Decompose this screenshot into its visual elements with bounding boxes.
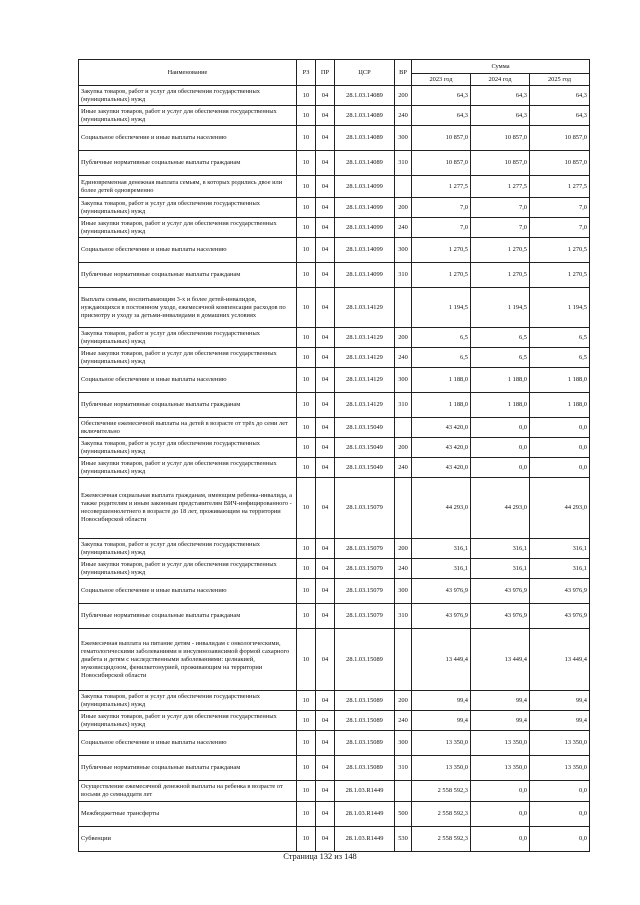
table-row	[79, 539, 590, 559]
row-pr: 04	[316, 288, 335, 328]
row-vr: 200	[395, 198, 412, 218]
row-csr: 28.1.03.R1449	[335, 802, 395, 827]
row-vr	[395, 418, 412, 438]
row-sum-2023: 99,4	[412, 691, 471, 711]
row-name: Публичные нормативные социальные выплаты гражданам	[79, 151, 297, 176]
row-sum-2025: 13 350,0	[530, 756, 590, 781]
row-vr	[395, 781, 412, 802]
header-csr: ЦСР	[335, 60, 395, 86]
row-sum-2025: 1 270,5	[530, 238, 590, 263]
table-row	[79, 604, 590, 629]
row-sum-2023: 10 857,0	[412, 151, 471, 176]
row-name: Иные закупки товаров, работ и услуг для обеспечения государственных (муниципальных) нужд	[79, 711, 297, 731]
row-csr: 28.1.03.14099	[335, 238, 395, 263]
row-sum-2024: 1 277,5	[471, 176, 530, 198]
row-rz: 10	[297, 151, 316, 176]
row-pr: 04	[316, 478, 335, 539]
row-sum-2025: 316,1	[530, 539, 590, 559]
row-name: Социальное обеспечение и иные выплаты населению	[79, 368, 297, 393]
row-rz: 10	[297, 781, 316, 802]
row-sum-2023: 13 350,0	[412, 756, 471, 781]
row-name: Единовременная денежная выплата семьям, в которых родились двое или более детей одновременно	[79, 176, 297, 198]
row-sum-2025: 0,0	[530, 438, 590, 458]
row-vr: 300	[395, 368, 412, 393]
row-sum-2025: 10 857,0	[530, 151, 590, 176]
row-pr: 04	[316, 126, 335, 151]
row-sum-2023: 10 857,0	[412, 126, 471, 151]
row-pr: 04	[316, 579, 335, 604]
row-sum-2023: 44 293,0	[412, 478, 471, 539]
row-rz: 10	[297, 438, 316, 458]
row-csr: 28.1.03.15079	[335, 559, 395, 579]
row-name: Иные закупки товаров, работ и услуг для обеспечения государственных (муниципальных) нужд	[79, 106, 297, 126]
row-sum-2023: 1 188,0	[412, 368, 471, 393]
budget-page	[78, 59, 589, 852]
row-pr: 04	[316, 328, 335, 348]
row-sum-2025: 43 976,9	[530, 579, 590, 604]
row-pr: 04	[316, 151, 335, 176]
row-rz: 10	[297, 756, 316, 781]
table-row	[79, 238, 590, 263]
row-rz: 10	[297, 604, 316, 629]
row-sum-2025: 43 976,9	[530, 604, 590, 629]
row-sum-2024: 1 194,5	[471, 288, 530, 328]
row-sum-2024: 99,4	[471, 711, 530, 731]
row-name: Обеспечение ежемесячной выплаты на детей в возрасте от трёх до семи лет включительно	[79, 418, 297, 438]
header-vr: ВР	[395, 60, 412, 86]
row-rz: 10	[297, 691, 316, 711]
table-row	[79, 781, 590, 802]
row-pr: 04	[316, 438, 335, 458]
row-csr: 28.1.03.15049	[335, 438, 395, 458]
row-name: Публичные нормативные социальные выплаты гражданам	[79, 756, 297, 781]
table-row	[79, 328, 590, 348]
row-name: Закупка товаров, работ и услуг для обеспечения государственных (муниципальных) нужд	[79, 198, 297, 218]
row-csr: 28.1.03.14089	[335, 106, 395, 126]
row-sum-2024: 43 976,9	[471, 579, 530, 604]
row-sum-2023: 43 976,9	[412, 604, 471, 629]
row-sum-2024: 1 188,0	[471, 368, 530, 393]
table-row	[79, 126, 590, 151]
row-sum-2024: 13 449,4	[471, 629, 530, 691]
table-row	[79, 731, 590, 756]
row-pr: 04	[316, 418, 335, 438]
row-name: Закупка товаров, работ и услуг для обеспечения государственных (муниципальных) нужд	[79, 539, 297, 559]
table-row	[79, 393, 590, 418]
row-vr: 300	[395, 731, 412, 756]
row-sum-2023: 64,3	[412, 86, 471, 106]
row-name: Социальное обеспечение и иные выплаты населению	[79, 579, 297, 604]
table-row	[79, 106, 590, 126]
row-name: Социальное обеспечение и иные выплаты населению	[79, 238, 297, 263]
row-csr: 28.1.03.14099	[335, 218, 395, 238]
row-sum-2025: 1 277,5	[530, 176, 590, 198]
row-vr: 500	[395, 802, 412, 827]
row-name: Закупка товаров, работ и услуг для обеспечения государственных (муниципальных) нужд	[79, 691, 297, 711]
table-row	[79, 86, 590, 106]
table-row	[79, 263, 590, 288]
row-sum-2023: 64,3	[412, 106, 471, 126]
row-vr: 240	[395, 218, 412, 238]
row-csr: 28.1.03.15089	[335, 711, 395, 731]
row-csr: 28.1.03.14129	[335, 348, 395, 368]
row-sum-2023: 43 976,9	[412, 579, 471, 604]
row-rz: 10	[297, 478, 316, 539]
row-pr: 04	[316, 86, 335, 106]
row-csr: 28.1.03.15089	[335, 629, 395, 691]
row-sum-2025: 0,0	[530, 802, 590, 827]
table-row	[79, 629, 590, 691]
row-rz: 10	[297, 827, 316, 852]
row-csr: 28.1.03.15089	[335, 731, 395, 756]
row-sum-2024: 316,1	[471, 539, 530, 559]
row-csr: 28.1.03.15089	[335, 756, 395, 781]
row-csr: 28.1.03.15079	[335, 539, 395, 559]
row-sum-2025: 7,0	[530, 198, 590, 218]
row-vr	[395, 288, 412, 328]
row-sum-2024: 0,0	[471, 418, 530, 438]
row-sum-2025: 7,0	[530, 218, 590, 238]
row-name: Ежемесячная социальная выплата гражданам, имеющим ребенка-инвалида, а также родителям и иным законным представителям ВИЧ-инфицированного - несовершеннолетнего в возрасте до 18 лет, проживающим на территории Новосибирской области	[79, 478, 297, 539]
table-row	[79, 218, 590, 238]
row-sum-2025: 44 293,0	[530, 478, 590, 539]
row-csr: 28.1.03.14089	[335, 126, 395, 151]
row-rz: 10	[297, 348, 316, 368]
row-csr: 28.1.03.15079	[335, 579, 395, 604]
header-year-2025: 2025 год	[530, 74, 590, 86]
row-name: Иные закупки товаров, работ и услуг для обеспечения государственных (муниципальных) нужд	[79, 458, 297, 478]
row-sum-2024: 10 857,0	[471, 151, 530, 176]
row-pr: 04	[316, 176, 335, 198]
row-sum-2023: 1 194,5	[412, 288, 471, 328]
row-rz: 10	[297, 539, 316, 559]
row-sum-2025: 6,5	[530, 348, 590, 368]
row-rz: 10	[297, 176, 316, 198]
row-sum-2023: 13 350,0	[412, 731, 471, 756]
row-rz: 10	[297, 86, 316, 106]
table-row	[79, 458, 590, 478]
row-csr: 28.1.03.14099	[335, 198, 395, 218]
row-vr: 300	[395, 238, 412, 263]
row-sum-2023: 6,5	[412, 348, 471, 368]
row-name: Социальное обеспечение и иные выплаты населению	[79, 731, 297, 756]
row-rz: 10	[297, 559, 316, 579]
row-csr: 28.1.03.15079	[335, 604, 395, 629]
row-csr: 28.1.03.R1449	[335, 781, 395, 802]
table-row	[79, 438, 590, 458]
table-row	[79, 827, 590, 852]
row-rz: 10	[297, 126, 316, 151]
row-csr: 28.1.03.14089	[335, 86, 395, 106]
row-rz: 10	[297, 238, 316, 263]
row-sum-2025: 316,1	[530, 559, 590, 579]
row-rz: 10	[297, 458, 316, 478]
row-sum-2024: 7,0	[471, 198, 530, 218]
row-rz: 10	[297, 418, 316, 438]
row-sum-2025: 1 194,5	[530, 288, 590, 328]
row-vr: 240	[395, 711, 412, 731]
row-csr: 28.1.03.R1449	[335, 827, 395, 852]
row-pr: 04	[316, 731, 335, 756]
row-sum-2024: 316,1	[471, 559, 530, 579]
row-pr: 04	[316, 691, 335, 711]
row-pr: 04	[316, 756, 335, 781]
row-csr: 28.1.03.15079	[335, 478, 395, 539]
row-rz: 10	[297, 106, 316, 126]
row-csr: 28.1.03.14089	[335, 151, 395, 176]
row-pr: 04	[316, 802, 335, 827]
row-sum-2025: 99,4	[530, 691, 590, 711]
row-vr: 300	[395, 579, 412, 604]
row-sum-2024: 7,0	[471, 218, 530, 238]
row-sum-2023: 1 277,5	[412, 176, 471, 198]
row-sum-2024: 0,0	[471, 802, 530, 827]
header-rz: РЗ	[297, 60, 316, 86]
row-sum-2023: 1 270,5	[412, 263, 471, 288]
row-vr	[395, 176, 412, 198]
row-sum-2024: 0,0	[471, 827, 530, 852]
row-sum-2025: 1 188,0	[530, 393, 590, 418]
row-pr: 04	[316, 781, 335, 802]
row-csr: 28.1.03.14129	[335, 288, 395, 328]
row-rz: 10	[297, 198, 316, 218]
table-body	[79, 86, 590, 852]
table-row	[79, 348, 590, 368]
row-sum-2023: 99,4	[412, 711, 471, 731]
row-sum-2023: 2 558 592,3	[412, 802, 471, 827]
row-pr: 04	[316, 238, 335, 263]
row-pr: 04	[316, 604, 335, 629]
table-row	[79, 711, 590, 731]
row-pr: 04	[316, 711, 335, 731]
row-pr: 04	[316, 539, 335, 559]
header-pr: ПР	[316, 60, 335, 86]
row-vr: 240	[395, 106, 412, 126]
row-rz: 10	[297, 579, 316, 604]
row-csr: 28.1.03.15049	[335, 418, 395, 438]
row-vr: 310	[395, 393, 412, 418]
row-csr: 28.1.03.14129	[335, 328, 395, 348]
row-vr	[395, 478, 412, 539]
row-name: Выплата семьям, воспитывающим 3-х и более детей-инвалидов, нуждающихся в постоянном уходе, ежемесячной компенсации расходов по присмотру и уходу за детьми-инвалидами в домашних условиях	[79, 288, 297, 328]
row-sum-2023: 43 420,0	[412, 458, 471, 478]
row-name: Иные закупки товаров, работ и услуг для обеспечения государственных (муниципальных) нужд	[79, 559, 297, 579]
row-sum-2024: 1 270,5	[471, 238, 530, 263]
row-name: Осуществление ежемесячной денежной выплаты на ребенка в возрасте от восьми до семнадцати лет	[79, 781, 297, 802]
row-vr: 200	[395, 328, 412, 348]
row-pr: 04	[316, 348, 335, 368]
table-row	[79, 418, 590, 438]
row-pr: 04	[316, 198, 335, 218]
row-rz: 10	[297, 328, 316, 348]
row-vr	[395, 629, 412, 691]
row-sum-2024: 10 857,0	[471, 126, 530, 151]
row-csr: 28.1.03.15089	[335, 691, 395, 711]
row-pr: 04	[316, 458, 335, 478]
row-pr: 04	[316, 827, 335, 852]
row-sum-2023: 1 188,0	[412, 393, 471, 418]
row-name: Закупка товаров, работ и услуг для обеспечения государственных (муниципальных) нужд	[79, 328, 297, 348]
row-csr: 28.1.03.14129	[335, 368, 395, 393]
table-row	[79, 802, 590, 827]
row-sum-2025: 6,5	[530, 328, 590, 348]
row-sum-2025: 0,0	[530, 458, 590, 478]
row-name: Публичные нормативные социальные выплаты гражданам	[79, 263, 297, 288]
row-sum-2024: 6,5	[471, 328, 530, 348]
page-number: Страница 132 из 148	[283, 852, 357, 861]
row-vr: 310	[395, 604, 412, 629]
table-row	[79, 691, 590, 711]
row-sum-2025: 0,0	[530, 827, 590, 852]
row-sum-2024: 64,3	[471, 106, 530, 126]
row-name: Закупка товаров, работ и услуг для обеспечения государственных (муниципальных) нужд	[79, 86, 297, 106]
row-sum-2023: 316,1	[412, 559, 471, 579]
row-sum-2024: 1 188,0	[471, 393, 530, 418]
row-rz: 10	[297, 218, 316, 238]
row-vr: 200	[395, 691, 412, 711]
row-vr: 200	[395, 539, 412, 559]
row-csr: 28.1.03.15049	[335, 458, 395, 478]
row-sum-2024: 0,0	[471, 458, 530, 478]
row-vr: 200	[395, 438, 412, 458]
row-sum-2024: 13 350,0	[471, 731, 530, 756]
row-pr: 04	[316, 106, 335, 126]
row-sum-2024: 6,5	[471, 348, 530, 368]
row-name: Субвенции	[79, 827, 297, 852]
row-rz: 10	[297, 288, 316, 328]
row-vr: 530	[395, 827, 412, 852]
row-sum-2025: 13 449,4	[530, 629, 590, 691]
row-sum-2024: 99,4	[471, 691, 530, 711]
row-vr: 310	[395, 151, 412, 176]
row-sum-2025: 99,4	[530, 711, 590, 731]
row-sum-2025: 0,0	[530, 781, 590, 802]
budget-table	[78, 59, 590, 852]
row-sum-2023: 6,5	[412, 328, 471, 348]
table-row	[79, 559, 590, 579]
row-csr: 28.1.03.14129	[335, 393, 395, 418]
row-sum-2025: 0,0	[530, 418, 590, 438]
row-name: Публичные нормативные социальные выплаты гражданам	[79, 393, 297, 418]
table-row	[79, 288, 590, 328]
row-pr: 04	[316, 368, 335, 393]
row-sum-2023: 1 270,5	[412, 238, 471, 263]
row-sum-2023: 2 558 592,3	[412, 781, 471, 802]
row-rz: 10	[297, 731, 316, 756]
table-row	[79, 368, 590, 393]
row-pr: 04	[316, 629, 335, 691]
row-sum-2024: 13 350,0	[471, 756, 530, 781]
header-year-2023: 2023 год	[412, 74, 471, 86]
row-pr: 04	[316, 393, 335, 418]
row-vr: 310	[395, 756, 412, 781]
row-sum-2023: 7,0	[412, 218, 471, 238]
row-vr: 300	[395, 126, 412, 151]
row-name: Закупка товаров, работ и услуг для обеспечения государственных (муниципальных) нужд	[79, 438, 297, 458]
table-row	[79, 579, 590, 604]
row-sum-2025: 1 270,5	[530, 263, 590, 288]
header-year-2024: 2024 год	[471, 74, 530, 86]
row-pr: 04	[316, 263, 335, 288]
row-sum-2023: 43 420,0	[412, 438, 471, 458]
table-row	[79, 176, 590, 198]
row-name: Социальное обеспечение и иные выплаты населению	[79, 126, 297, 151]
row-rz: 10	[297, 711, 316, 731]
row-pr: 04	[316, 559, 335, 579]
row-rz: 10	[297, 368, 316, 393]
row-sum-2024: 64,3	[471, 86, 530, 106]
row-csr: 28.1.03.14099	[335, 176, 395, 198]
row-sum-2025: 64,3	[530, 86, 590, 106]
row-sum-2023: 7,0	[412, 198, 471, 218]
row-sum-2025: 10 857,0	[530, 126, 590, 151]
row-name: Ежемесячная выплата на питание детям - инвалидам с онкологическими, гематологическими заболеваниями и инсулинозависимой формой сахарного диабета и детям с наследственными заболеваниями: целиакией, муковисцидозом, фенилкетонурией, проживающим на территории Новосибирской области	[79, 629, 297, 691]
row-name: Публичные нормативные социальные выплаты гражданам	[79, 604, 297, 629]
row-sum-2023: 43 420,0	[412, 418, 471, 438]
row-sum-2025: 13 350,0	[530, 731, 590, 756]
row-sum-2023: 2 558 592,3	[412, 827, 471, 852]
row-name: Межбюджетные трансферты	[79, 802, 297, 827]
row-vr: 200	[395, 86, 412, 106]
row-pr: 04	[316, 218, 335, 238]
row-sum-2024: 0,0	[471, 438, 530, 458]
row-vr: 240	[395, 559, 412, 579]
row-vr: 240	[395, 348, 412, 368]
header-sum: Сумма	[412, 60, 590, 74]
table-row	[79, 151, 590, 176]
row-name: Иные закупки товаров, работ и услуг для обеспечения государственных (муниципальных) нужд	[79, 218, 297, 238]
row-sum-2024: 0,0	[471, 781, 530, 802]
row-rz: 10	[297, 393, 316, 418]
row-vr: 310	[395, 263, 412, 288]
row-sum-2024: 43 976,9	[471, 604, 530, 629]
row-sum-2023: 13 449,4	[412, 629, 471, 691]
row-name: Иные закупки товаров, работ и услуг для обеспечения государственных (муниципальных) нужд	[79, 348, 297, 368]
row-rz: 10	[297, 802, 316, 827]
row-vr: 240	[395, 458, 412, 478]
header-name: Наименование	[79, 60, 297, 86]
row-rz: 10	[297, 629, 316, 691]
table-row	[79, 198, 590, 218]
table-row	[79, 478, 590, 539]
table-row	[79, 756, 590, 781]
row-sum-2023: 316,1	[412, 539, 471, 559]
row-sum-2024: 44 293,0	[471, 478, 530, 539]
row-csr: 28.1.03.14099	[335, 263, 395, 288]
row-sum-2024: 1 270,5	[471, 263, 530, 288]
row-rz: 10	[297, 263, 316, 288]
row-sum-2025: 1 188,0	[530, 368, 590, 393]
row-sum-2025: 64,3	[530, 106, 590, 126]
